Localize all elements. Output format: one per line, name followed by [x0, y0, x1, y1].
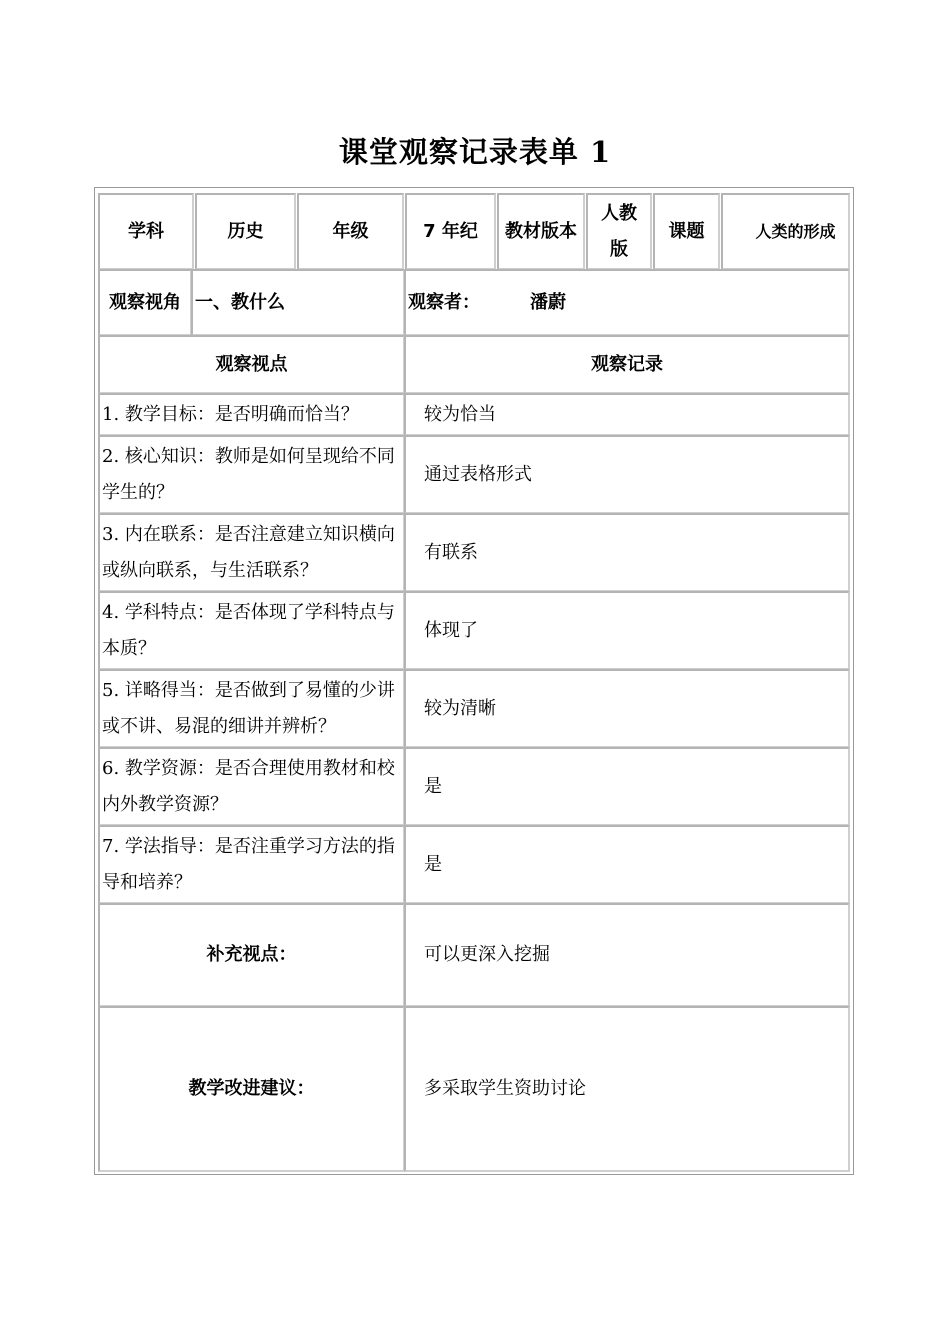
observer-value: 潘蔚	[530, 291, 566, 313]
observation-record: 是	[404, 747, 850, 826]
perspective-value: 一、教什么	[191, 269, 405, 336]
observation-record: 是	[404, 825, 850, 904]
textbook-label: 教材版本	[497, 193, 585, 270]
observation-point: 7. 学法指导：是否注重学习方法的指导和培养？	[98, 825, 405, 904]
observation-point: 6. 教学资源：是否合理使用教材和校内外教学资源？	[98, 747, 405, 826]
observer-cell	[404, 269, 850, 336]
observation-point: 4. 学科特点：是否体现了学科特点与本质？	[98, 591, 405, 670]
supplement-label: 补充视点：	[98, 903, 405, 1007]
observation-point: 3. 内在联系：是否注意建立知识横向或纵向联系，与生活联系？	[98, 513, 405, 592]
supplement-value: 可以更深入挖掘	[404, 903, 850, 1007]
subject-label: 学科	[98, 193, 194, 270]
textbook-value: 人教版	[586, 193, 652, 270]
observation-point: 5. 详略得当：是否做到了易懂的少讲或不讲、易混的细讲并辨析？	[98, 669, 405, 748]
page-title: 课堂观察记录表单 1	[338, 135, 612, 169]
perspective-label: 观察视角	[98, 269, 192, 336]
observation-record: 较为恰当	[404, 393, 850, 436]
observation-point: 1. 教学目标：是否明确而恰当？	[98, 393, 405, 436]
grade-value: 7 年纪	[405, 193, 496, 270]
observation-table	[94, 187, 854, 1175]
observation-record: 通过表格形式	[404, 435, 850, 514]
observer-label: 观察者：	[408, 291, 480, 313]
observation-record: 较为清晰	[404, 669, 850, 748]
topic-label: 课题	[653, 193, 720, 270]
topic-value: 人类的形成	[721, 193, 850, 270]
column-header-points: 观察视点	[98, 335, 405, 394]
observation-point: 2. 核心知识：教师是如何呈现给不同学生的？	[98, 435, 405, 514]
grade-label: 年级	[297, 193, 404, 270]
observation-record: 体现了	[404, 591, 850, 670]
observation-record: 有联系	[404, 513, 850, 592]
column-header-records: 观察记录	[404, 335, 850, 394]
suggestion-label: 教学改进建议：	[98, 1006, 405, 1172]
subject-value: 历史	[195, 193, 296, 270]
suggestion-value: 多采取学生资助讨论	[404, 1006, 850, 1172]
